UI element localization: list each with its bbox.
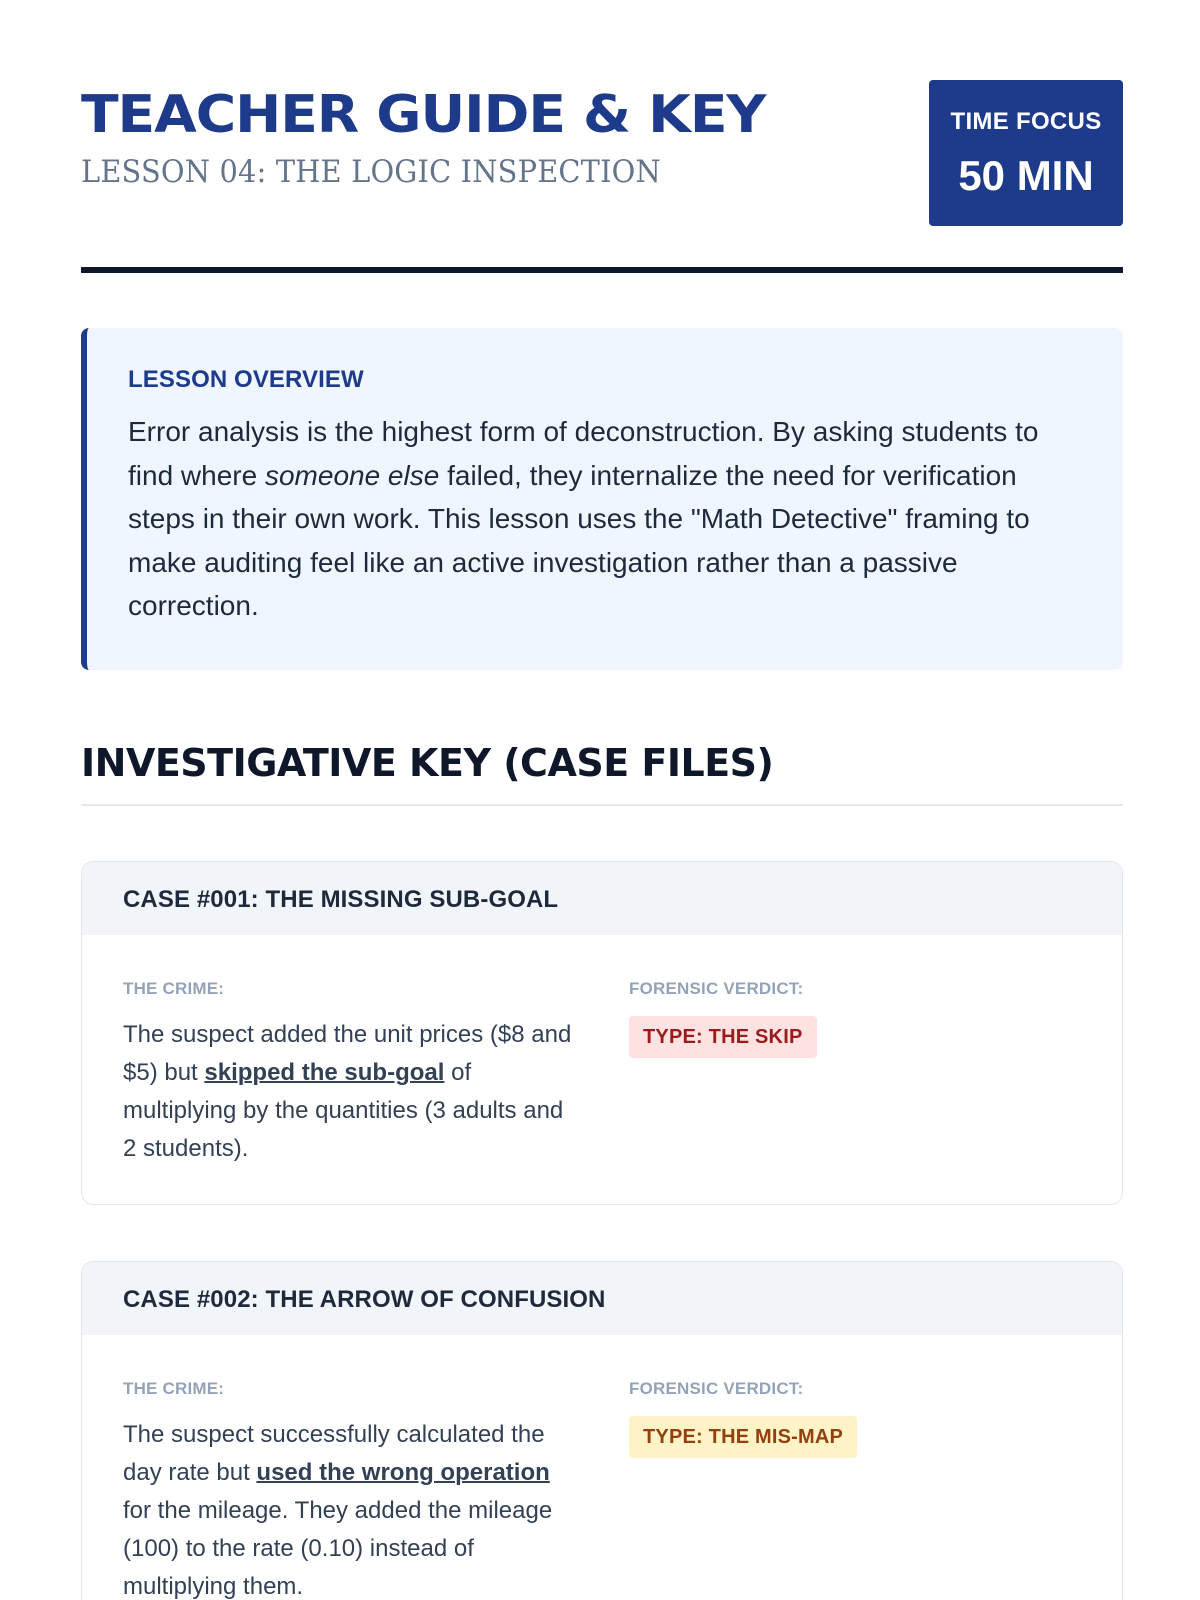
- verdict-column: [629, 979, 1079, 1058]
- crime-column: [123, 979, 583, 1168]
- overview-heading: LESSON OVERVIEW: [128, 366, 364, 393]
- crime-text-emphasis: used the wrong operation: [256, 1459, 550, 1486]
- verdict-label: FORENSIC VERDICT:: [629, 979, 804, 998]
- overview-text-part: failed, they internalize the need for verification steps in their own work. This lesson uses the "Math Detective" framing to make auditing feel like an active investigation rather than a passive correction.: [128, 459, 1030, 621]
- verdict-tag: TYPE: THE SKIP: [629, 1016, 817, 1058]
- section-title: INVESTIGATIVE KEY (CASE FILES): [81, 741, 774, 785]
- overview-text: [128, 410, 1063, 628]
- case-card: [81, 861, 1123, 1205]
- case-title: CASE #002: THE ARROW OF CONFUSION: [82, 1262, 1122, 1335]
- time-focus-badge: [929, 80, 1123, 226]
- overview-text-emphasis: someone else: [264, 459, 440, 491]
- crime-text-part: for the mileage. They added the mileage (100) to the rate (0.10) instead of multiplying them.: [123, 1497, 553, 1600]
- verdict-tag: TYPE: THE MIS-MAP: [629, 1416, 857, 1458]
- crime-text-part: of multiplying by the quantities (3 adults and 2 students).: [123, 1059, 564, 1162]
- crime-text-part: The suspect successfully calculated the day rate but: [123, 1421, 545, 1486]
- crime-text: [123, 1416, 583, 1600]
- crime-text-part: The suspect added the unit prices ($8 and $5) but: [123, 1021, 572, 1086]
- crime-text-emphasis: skipped the sub-goal: [204, 1059, 445, 1086]
- case-title: CASE #001: THE MISSING SUB-GOAL: [82, 862, 1122, 935]
- crime-column: [123, 1379, 583, 1600]
- page-header: [81, 80, 1123, 220]
- page-title: TEACHER GUIDE & KEY: [81, 85, 766, 145]
- crime-label: THE CRIME:: [123, 1379, 225, 1398]
- overview-text-part: Error analysis is the highest form of deconstruction. By asking students to find where: [128, 416, 1039, 491]
- time-focus-value: 50 MIN: [958, 152, 1094, 199]
- header-divider: [81, 267, 1123, 273]
- verdict-label: FORENSIC VERDICT:: [629, 1379, 804, 1398]
- case-card: [81, 1261, 1123, 1600]
- crime-text: [123, 1016, 583, 1168]
- lesson-subtitle: LESSON 04: THE LOGIC INSPECTION: [81, 154, 661, 190]
- crime-label: THE CRIME:: [123, 979, 225, 998]
- time-focus-label: TIME FOCUS: [950, 108, 1102, 135]
- lesson-overview-box: [81, 328, 1123, 670]
- verdict-column: [629, 1379, 1079, 1458]
- section-divider: [81, 804, 1123, 806]
